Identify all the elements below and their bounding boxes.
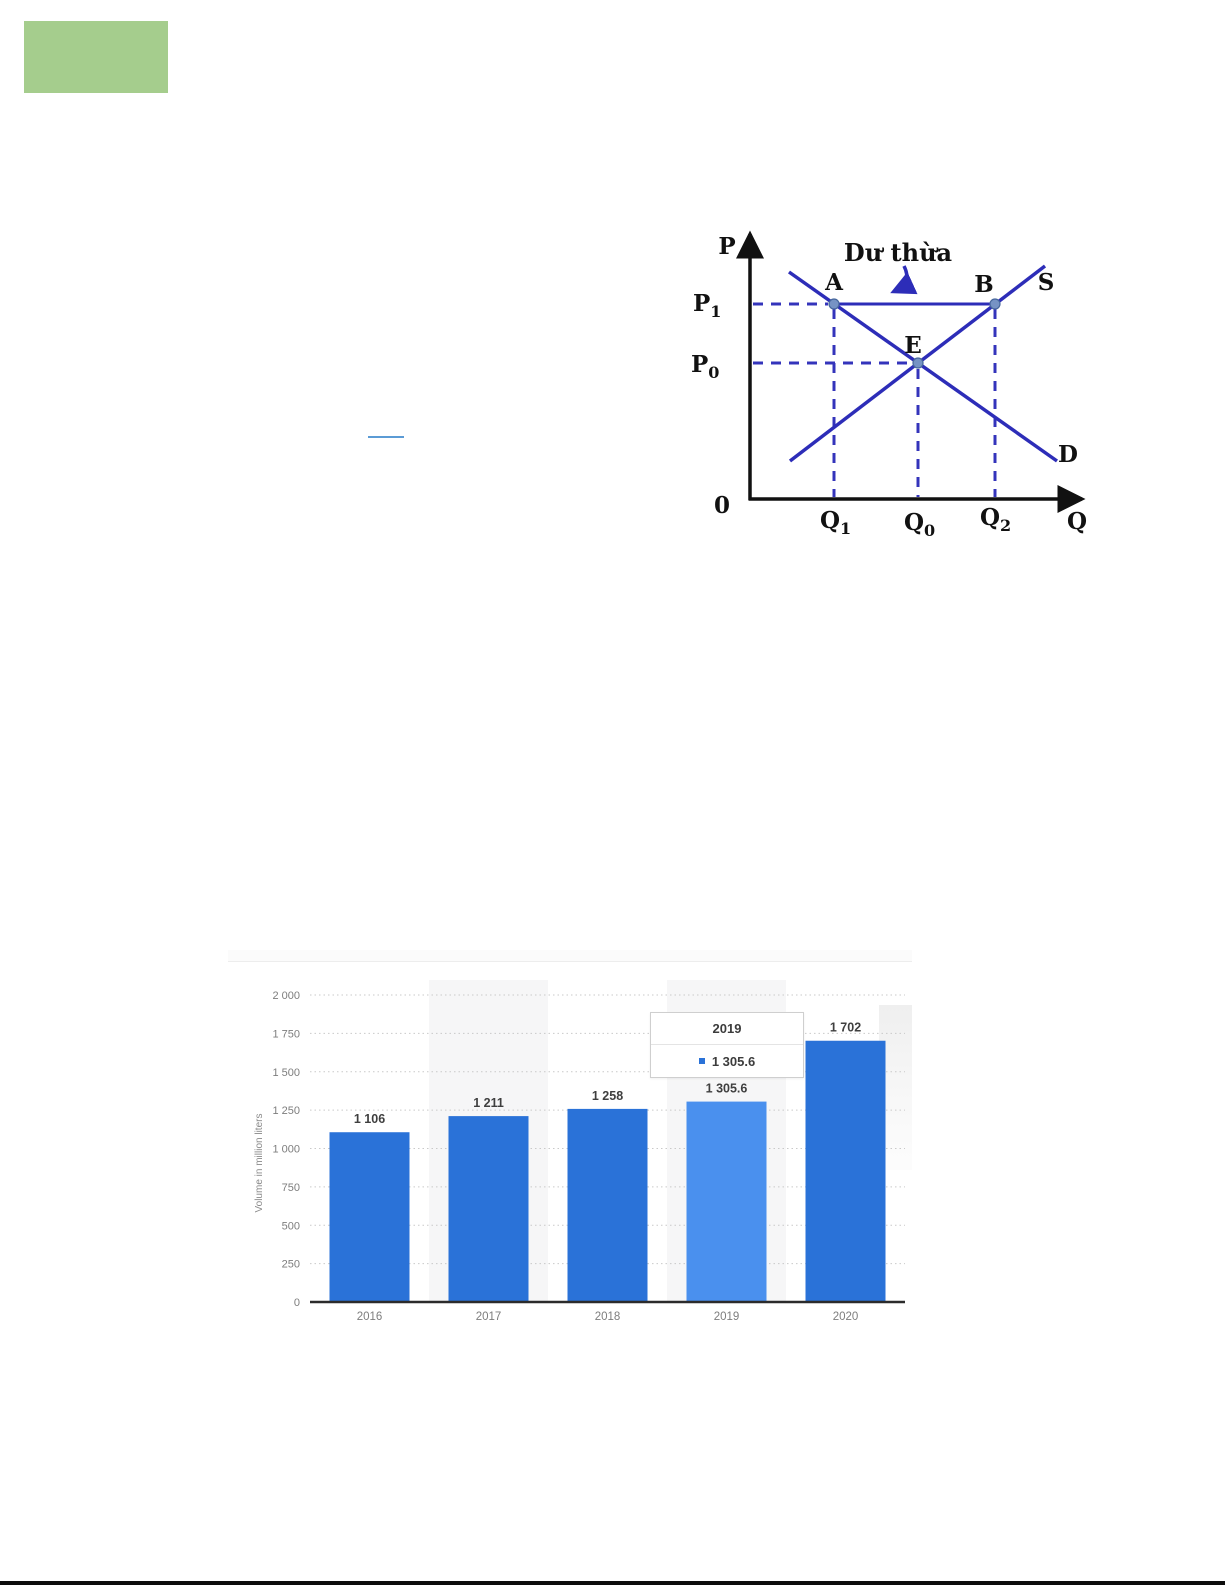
x-tick-label: 2016 — [356, 1311, 383, 1323]
p0-label — [691, 351, 719, 382]
q2-main: Q — [980, 504, 1001, 531]
p1-main: P — [693, 290, 711, 317]
chart-tooltip — [650, 1012, 804, 1078]
point-a-label: A — [825, 269, 843, 296]
q0-label — [904, 509, 935, 540]
surplus-arrow — [895, 266, 907, 291]
q2-label — [980, 504, 1011, 535]
p1-label — [693, 290, 721, 321]
surplus-annotation: Dư thừa — [843, 238, 953, 267]
supply-demand-diagram — [685, 216, 1097, 542]
y-tick-label: 750 — [281, 1181, 300, 1194]
y-tick-label: 2 000 — [272, 990, 300, 1002]
bar-chart-container — [228, 950, 912, 1325]
y-tick-label: 0 — [293, 1297, 300, 1309]
green-highlight-block — [24, 21, 168, 93]
point-b-label: B — [974, 271, 994, 298]
q1-sub: 1 — [840, 519, 852, 538]
q0-main: Q — [904, 509, 925, 536]
y-tick-label: 250 — [281, 1258, 300, 1271]
tooltip-body — [651, 1045, 803, 1077]
q2-sub: 2 — [1000, 516, 1012, 535]
q0-sub: 0 — [924, 521, 936, 540]
bar-value-label: 1 106 — [353, 1112, 386, 1127]
p0-main: P — [691, 351, 709, 378]
bar-value-label: 1 702 — [829, 1020, 862, 1035]
tooltip-series-bullet-icon — [699, 1058, 705, 1064]
tooltip-value: 1 305.6 — [711, 1053, 756, 1069]
bar-value-label: 1 258 — [591, 1088, 624, 1103]
bar-value-label: 1 211 — [473, 1096, 504, 1111]
origin-label: 0 — [713, 492, 731, 519]
y-tick-label: 500 — [281, 1220, 300, 1233]
bar-2018[interactable] — [568, 1109, 648, 1302]
hyperlink-underline[interactable] — [368, 436, 404, 438]
x-tick-label: 2019 — [713, 1311, 740, 1323]
bar-2019[interactable] — [687, 1102, 767, 1302]
point-e-dot — [913, 358, 923, 368]
page-bottom-divider — [0, 1581, 1225, 1585]
bar-2020[interactable] — [806, 1041, 886, 1302]
p-axis-label: P — [718, 233, 736, 260]
y-tick-label: 1 750 — [272, 1028, 300, 1041]
tooltip-year: 2019 — [651, 1013, 803, 1045]
y-tick-label: 1 500 — [272, 1066, 300, 1079]
bar-value-label: 1 305.6 — [705, 1081, 748, 1096]
q1-label — [820, 507, 851, 538]
bar-chart — [228, 950, 912, 1325]
p0-sub: 0 — [708, 363, 720, 382]
point-a-dot — [829, 299, 839, 309]
demand-label: D — [1058, 441, 1078, 468]
bar-2016[interactable] — [330, 1132, 410, 1302]
p1-sub: 1 — [710, 302, 722, 321]
point-e-label: E — [904, 332, 922, 359]
y-tick-label: 1 250 — [272, 1105, 300, 1118]
q-axis-label: Q — [1066, 508, 1088, 535]
y-tick-label: 1 000 — [272, 1143, 300, 1156]
x-tick-label: 2020 — [832, 1311, 859, 1323]
q1-main: Q — [820, 507, 841, 534]
bar-2017[interactable] — [449, 1116, 529, 1302]
x-tick-label: 2018 — [594, 1311, 621, 1323]
x-tick-label: 2017 — [475, 1311, 502, 1323]
point-b-dot — [990, 299, 1000, 309]
y-axis-title: Volume in million liters — [254, 1113, 265, 1213]
supply-label: S — [1037, 269, 1055, 296]
